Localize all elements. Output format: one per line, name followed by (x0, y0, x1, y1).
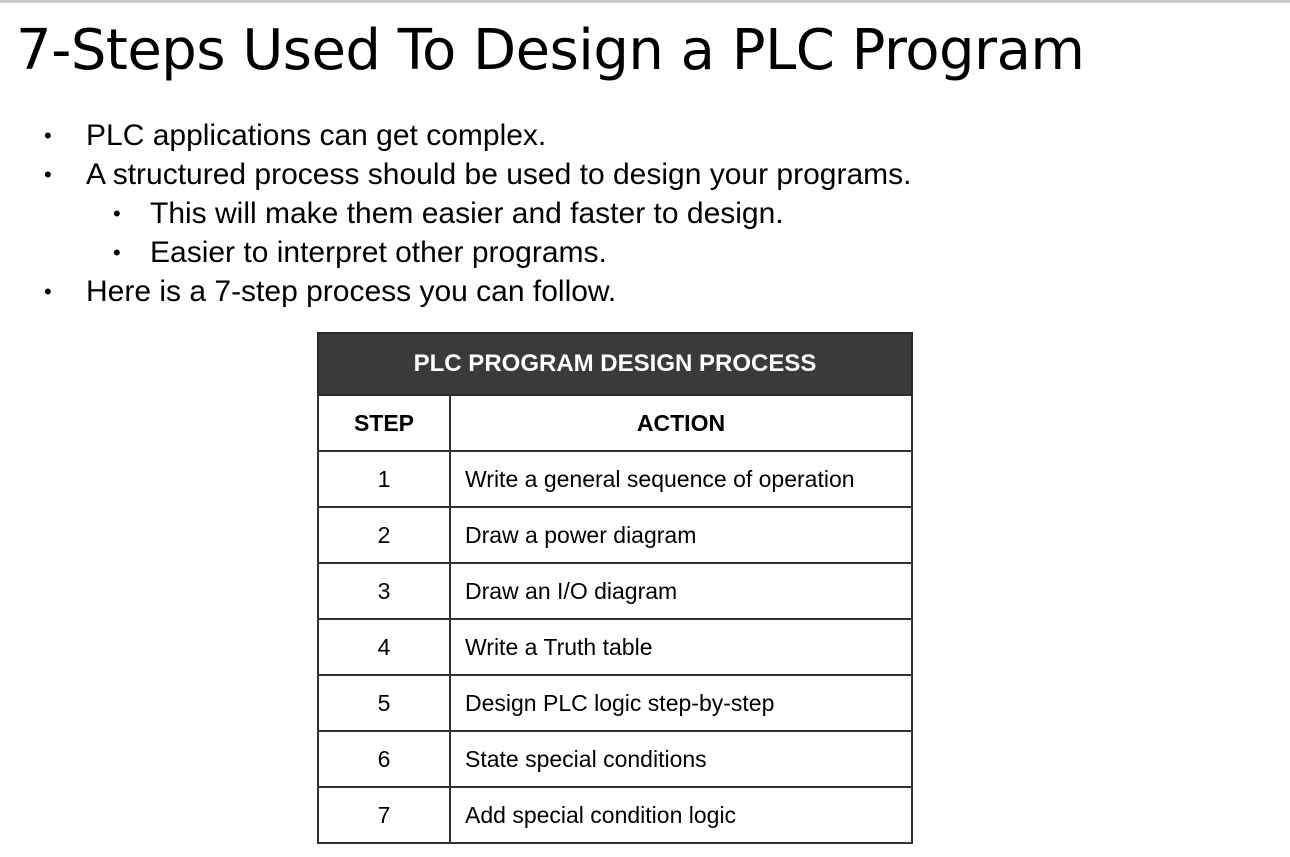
bullet-item (0, 272, 1290, 311)
step-action: Draw a power diagram (450, 507, 912, 563)
bullet-item (0, 116, 1290, 155)
table-row (318, 675, 912, 731)
step-number: 4 (318, 619, 450, 675)
top-divider (0, 0, 1290, 3)
step-number: 1 (318, 451, 450, 507)
table-row (318, 451, 912, 507)
step-action: Design PLC logic step-by-step (450, 675, 912, 731)
table-row (318, 507, 912, 563)
column-header-action: ACTION (450, 395, 912, 451)
column-header-step: STEP (318, 395, 450, 451)
design-process-table-container (317, 332, 911, 844)
bullet-dot-icon: • (44, 123, 52, 148)
slide-title: 7-Steps Used To Design a PLC Program (16, 18, 1085, 83)
step-number: 2 (318, 507, 450, 563)
bullet-text: This will make them easier and faster to design. (150, 197, 784, 230)
sub-bullet-item (0, 233, 1290, 272)
table-caption: PLC PROGRAM DESIGN PROCESS (318, 333, 912, 395)
step-number: 6 (318, 731, 450, 787)
bullet-text: Here is a 7-step process you can follow. (86, 275, 617, 308)
step-action: Write a Truth table (450, 619, 912, 675)
design-process-table (317, 332, 913, 844)
table-caption-row (318, 333, 912, 395)
bullet-item (0, 155, 1290, 194)
step-action: Write a general sequence of operation (450, 451, 912, 507)
step-action: Add special condition logic (450, 787, 912, 843)
bullet-dot-icon: • (113, 201, 121, 226)
step-number: 3 (318, 563, 450, 619)
step-number: 7 (318, 787, 450, 843)
table-header-row (318, 395, 912, 451)
step-action: State special conditions (450, 731, 912, 787)
bullet-list (0, 116, 1290, 311)
bullet-text: A structured process should be used to design your programs. (86, 158, 912, 191)
table-row (318, 731, 912, 787)
step-number: 5 (318, 675, 450, 731)
table-row (318, 563, 912, 619)
bullet-text: Easier to interpret other programs. (150, 236, 607, 269)
bullet-dot-icon: • (44, 162, 52, 187)
table-row (318, 787, 912, 843)
sub-bullet-item (0, 194, 1290, 233)
bullet-dot-icon: • (44, 279, 52, 304)
bullet-dot-icon: • (113, 240, 121, 265)
step-action: Draw an I/O diagram (450, 563, 912, 619)
table-row (318, 619, 912, 675)
bullet-text: PLC applications can get complex. (86, 119, 547, 152)
